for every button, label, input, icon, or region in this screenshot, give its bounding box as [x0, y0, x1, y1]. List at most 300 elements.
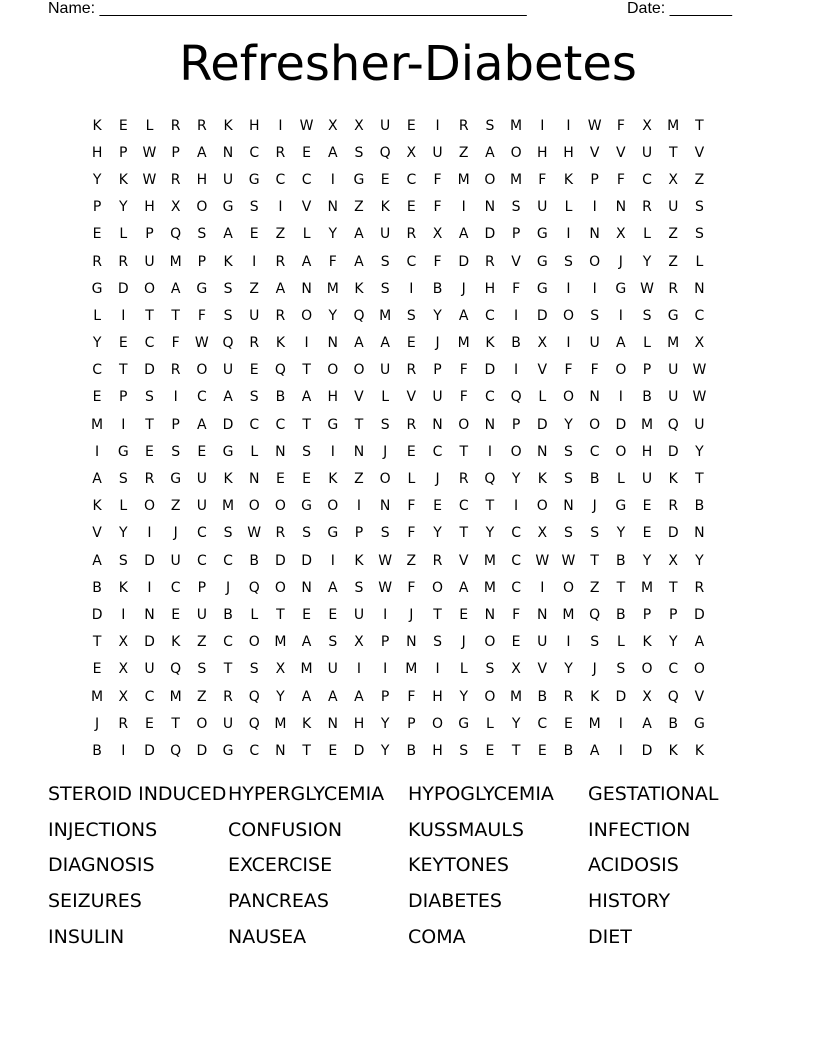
grid-letter: D: [667, 525, 679, 542]
grid-letter: T: [354, 416, 364, 433]
grid-letter: R: [170, 117, 181, 134]
grid-letter: R: [118, 715, 129, 732]
grid-letter: F: [538, 171, 547, 188]
grid-letter: A: [301, 389, 312, 406]
grid-letter: X: [170, 199, 181, 216]
grid-letter: X: [537, 335, 548, 352]
word-bank-item: INSULIN: [48, 926, 125, 949]
grid-letter: C: [196, 552, 207, 569]
grid-letter: O: [484, 634, 496, 651]
grid-letter: P: [171, 416, 180, 433]
grid-letter: S: [118, 552, 128, 569]
grid-letter: E: [118, 335, 128, 352]
grid-letter: O: [484, 171, 496, 188]
grid-letter: M: [640, 416, 654, 433]
grid-letter: D: [484, 362, 496, 379]
grid-letter: S: [380, 416, 390, 433]
grid-letter: U: [170, 552, 181, 569]
grid-letter: G: [222, 199, 234, 216]
grid-letter: I: [540, 579, 545, 596]
grid-letter: N: [537, 443, 548, 460]
grid-letter: D: [536, 416, 548, 433]
grid-letter: N: [589, 389, 600, 406]
grid-letter: Y: [276, 688, 285, 705]
grid-letter: D: [91, 606, 103, 623]
grid-letter: S: [642, 307, 652, 324]
grid-letter: O: [327, 498, 339, 515]
grid-letter: M: [169, 688, 182, 705]
grid-letter: P: [119, 144, 128, 161]
grid-letter: B: [249, 552, 260, 569]
grid-letter: T: [223, 661, 233, 678]
grid-letter: S: [249, 661, 259, 678]
grid-letter: J: [461, 280, 466, 297]
grid-letter: B: [223, 606, 233, 623]
grid-letter: S: [328, 634, 338, 651]
grid-letter: N: [589, 226, 600, 243]
grid-letter: S: [380, 525, 390, 542]
grid-letter: I: [330, 171, 335, 188]
grid-letter: W: [194, 335, 209, 352]
grid-letter: B: [563, 742, 574, 759]
grid-letter: Q: [170, 226, 182, 243]
grid-letter: H: [327, 389, 339, 406]
grid-letter: X: [275, 661, 286, 678]
grid-letter: U: [222, 362, 234, 379]
grid-letter: R: [275, 253, 286, 270]
grid-letter: T: [433, 606, 442, 623]
grid-letter: C: [249, 742, 260, 759]
grid-letter: U: [668, 362, 679, 379]
grid-letter: S: [302, 525, 312, 542]
grid-letter: I: [356, 661, 362, 678]
grid-letter: O: [274, 498, 286, 515]
grid-letter: F: [197, 307, 206, 324]
grid-letter: S: [145, 389, 154, 406]
grid-letter: K: [668, 742, 678, 759]
grid-letter: G: [458, 715, 470, 732]
grid-letter: E: [92, 661, 102, 678]
grid-letter: M: [588, 715, 601, 732]
grid-letter: Y: [459, 688, 468, 705]
word-bank-item: HISTORY: [588, 890, 671, 913]
grid-letter: E: [249, 226, 259, 243]
grid-letter: G: [667, 307, 679, 324]
grid-letter: R: [458, 471, 469, 488]
grid-letter: I: [514, 362, 519, 379]
grid-letter: T: [92, 634, 102, 651]
grid-letter: I: [592, 280, 597, 297]
grid-letter: A: [223, 226, 233, 243]
grid-letter: J: [225, 579, 231, 596]
grid-letter: M: [667, 335, 680, 352]
grid-letter: V: [406, 389, 417, 406]
date-line: Date: _______: [627, 0, 732, 17]
grid-letter: I: [330, 552, 335, 569]
grid-letter: C: [537, 715, 548, 732]
grid-letter: L: [145, 117, 154, 134]
grid-letter: G: [301, 498, 313, 515]
grid-letter: K: [92, 498, 102, 515]
grid-letter: C: [249, 144, 260, 161]
grid-letter: H: [353, 715, 365, 732]
grid-letter: I: [435, 117, 440, 134]
grid-letter: J: [461, 634, 466, 651]
grid-letter: I: [566, 226, 571, 243]
word-bank-item: SEIZURES: [48, 890, 142, 913]
grid-letter: E: [511, 634, 521, 651]
grid-letter: A: [223, 389, 233, 406]
grid-letter: P: [642, 606, 652, 623]
grid-letter: T: [459, 525, 468, 542]
grid-letter: G: [91, 280, 103, 297]
grid-letter: O: [432, 579, 444, 596]
grid-letter: G: [196, 280, 208, 297]
grid-letter: X: [537, 525, 548, 542]
grid-letter: U: [249, 307, 260, 324]
grid-letter: P: [197, 253, 207, 270]
grid-letter: I: [121, 307, 126, 324]
grid-letter: T: [302, 416, 311, 433]
grid-letter: J: [435, 471, 440, 488]
grid-letter: D: [144, 742, 155, 759]
grid-letter: L: [407, 471, 416, 488]
grid-letter: R: [275, 144, 286, 161]
grid-letter: Q: [484, 471, 496, 488]
grid-letter: I: [435, 661, 440, 678]
word-bank-item: HYPERGLYCEMIA: [228, 782, 385, 805]
grid-letter: A: [197, 416, 207, 433]
grid-letter: A: [170, 280, 181, 297]
grid-letter: Y: [564, 416, 573, 433]
grid-letter: P: [354, 525, 364, 542]
grid-letter: T: [459, 443, 468, 460]
grid-letter: W: [692, 362, 707, 379]
grid-letter: Y: [92, 171, 102, 188]
grid-letter: R: [406, 416, 417, 433]
grid-letter: H: [641, 443, 653, 460]
grid-letter: B: [92, 742, 102, 759]
grid-letter: I: [330, 443, 335, 460]
grid-letter: S: [590, 307, 600, 324]
grid-letter: O: [248, 634, 260, 651]
grid-letter: F: [407, 498, 416, 515]
grid-letter: I: [121, 742, 126, 759]
grid-letter: M: [457, 335, 470, 352]
grid-letter: X: [354, 117, 364, 134]
grid-letter: X: [511, 661, 521, 678]
grid-letter: D: [667, 443, 679, 460]
grid-letter: C: [249, 416, 260, 433]
grid-letter: S: [380, 253, 390, 270]
grid-letter: Q: [170, 742, 182, 759]
grid-letter: E: [118, 117, 128, 134]
grid-letter: O: [693, 661, 705, 678]
grid-letter: L: [302, 226, 311, 243]
grid-letter: E: [302, 471, 312, 488]
grid-letter: H: [248, 117, 260, 134]
grid-letter: M: [91, 688, 104, 705]
grid-letter: D: [144, 634, 155, 651]
grid-letter: I: [173, 389, 178, 406]
grid-letter: C: [275, 416, 286, 433]
grid-letter: R: [642, 199, 652, 216]
grid-letter: D: [222, 416, 234, 433]
grid-letter: E: [433, 498, 442, 515]
grid-letter: A: [275, 280, 286, 297]
grid-letter: C: [275, 171, 286, 188]
grid-letter: P: [145, 226, 154, 243]
grid-letter: N: [484, 199, 496, 216]
grid-letter: R: [275, 525, 286, 542]
word-bank-item: EXCERCISE: [228, 854, 333, 877]
grid-letter: D: [196, 742, 208, 759]
grid-letter: O: [274, 579, 286, 596]
grid-letter: A: [327, 579, 338, 596]
grid-letter: G: [327, 416, 339, 433]
grid-letter: A: [301, 634, 312, 651]
grid-letter: J: [592, 498, 597, 515]
grid-letter: Q: [510, 389, 522, 406]
grid-letter: C: [511, 525, 521, 542]
grid-letter: O: [143, 280, 155, 297]
grid-letter: N: [379, 498, 391, 515]
grid-letter: S: [590, 634, 600, 651]
grid-letter: R: [485, 253, 495, 270]
grid-letter: F: [616, 117, 625, 134]
grid-letter: E: [249, 362, 259, 379]
grid-letter: L: [119, 226, 128, 243]
grid-letter: M: [510, 171, 523, 188]
grid-letter: I: [618, 742, 623, 759]
grid-letter: L: [616, 634, 625, 651]
grid-letter: S: [354, 144, 364, 161]
grid-letter: D: [353, 742, 365, 759]
grid-letter: S: [118, 471, 128, 488]
grid-letter: X: [668, 552, 679, 569]
grid-letter: U: [589, 335, 600, 352]
grid-letter: K: [694, 742, 704, 759]
grid-letter: Q: [248, 715, 260, 732]
grid-letter: P: [668, 606, 678, 623]
grid-letter: E: [92, 226, 102, 243]
grid-letter: I: [278, 117, 283, 134]
grid-letter: O: [353, 362, 365, 379]
grid-letter: Z: [275, 226, 286, 243]
grid-letter: I: [514, 307, 519, 324]
grid-letter: S: [302, 443, 312, 460]
grid-letter: W: [299, 117, 314, 134]
grid-letter: W: [142, 144, 157, 161]
grid-letter: L: [643, 335, 651, 352]
grid-letter: D: [117, 280, 129, 297]
grid-letter: G: [222, 443, 234, 460]
grid-letter: A: [327, 144, 338, 161]
word-bank-item: NAUSEA: [228, 926, 307, 949]
word-bank-item: ACIDOSIS: [588, 854, 679, 877]
grid-letter: Y: [642, 552, 652, 569]
word-bank-item: DIABETES: [408, 890, 502, 913]
grid-letter: X: [694, 335, 705, 352]
grid-letter: F: [459, 389, 468, 406]
grid-letter: L: [486, 715, 494, 732]
grid-letter: I: [121, 606, 126, 623]
grid-letter: D: [144, 552, 155, 569]
grid-letter: I: [409, 280, 414, 297]
grid-letter: F: [616, 171, 625, 188]
grid-letter: T: [616, 579, 626, 596]
grid-letter: F: [459, 362, 468, 379]
grid-letter: R: [458, 117, 469, 134]
grid-letter: K: [642, 634, 652, 651]
grid-letter: P: [197, 579, 207, 596]
grid-letter: M: [300, 661, 313, 678]
grid-letter: Y: [668, 634, 678, 651]
grid-letter: E: [406, 335, 416, 352]
grid-letter: L: [538, 389, 547, 406]
grid-letter: B: [616, 606, 626, 623]
grid-letter: N: [275, 443, 286, 460]
grid-letter: P: [92, 199, 102, 216]
grid-letter: P: [171, 144, 180, 161]
grid-letter: L: [119, 498, 128, 515]
grid-letter: Z: [354, 471, 364, 488]
grid-letter: W: [378, 579, 393, 596]
grid-letter: R: [275, 307, 286, 324]
grid-letter: A: [458, 579, 469, 596]
grid-letter: Z: [668, 253, 679, 270]
grid-letter: M: [483, 552, 496, 569]
grid-letter: A: [458, 226, 469, 243]
grid-letter: M: [91, 416, 104, 433]
grid-letter: O: [536, 498, 548, 515]
grid-letter: C: [694, 307, 705, 324]
grid-letter: B: [694, 498, 705, 515]
grid-letter: A: [694, 634, 705, 651]
grid-letter: U: [432, 144, 443, 161]
grid-letter: O: [562, 389, 574, 406]
grid-letter: H: [91, 144, 103, 161]
grid-letter: K: [302, 715, 312, 732]
grid-letter: L: [93, 307, 101, 324]
grid-letter: S: [511, 199, 521, 216]
grid-letter: T: [171, 307, 180, 324]
grid-letter: A: [354, 226, 364, 243]
grid-letter: N: [248, 471, 260, 488]
grid-letter: R: [170, 362, 181, 379]
grid-letter: U: [641, 144, 653, 161]
grid-letter: W: [640, 280, 654, 297]
grid-letter: N: [694, 280, 705, 297]
grid-letter: O: [248, 498, 260, 515]
grid-letter: F: [407, 688, 416, 705]
grid-letter: B: [511, 335, 521, 352]
grid-letter: E: [564, 715, 573, 732]
grid-letter: S: [590, 525, 600, 542]
grid-letter: A: [458, 307, 469, 324]
grid-letter: Q: [667, 688, 679, 705]
grid-letter: T: [668, 579, 678, 596]
grid-letter: N: [144, 606, 155, 623]
grid-letter: E: [171, 606, 181, 623]
grid-letter: O: [510, 144, 522, 161]
grid-letter: Z: [406, 552, 417, 569]
grid-letter: U: [537, 634, 548, 651]
grid-letter: O: [196, 199, 208, 216]
grid-letter: K: [354, 280, 364, 297]
grid-letter: Y: [485, 525, 495, 542]
grid-letter: L: [459, 661, 468, 678]
grid-letter: Y: [380, 742, 390, 759]
grid-letter: J: [618, 253, 623, 270]
grid-letter: A: [327, 688, 338, 705]
grid-letter: Z: [668, 226, 679, 243]
grid-letter: F: [564, 362, 573, 379]
grid-letter: K: [92, 117, 102, 134]
grid-letter: U: [196, 471, 207, 488]
grid-letter: T: [302, 742, 311, 759]
grid-letter: O: [379, 471, 391, 488]
grid-letter: S: [564, 253, 573, 270]
grid-letter: F: [433, 199, 442, 216]
grid-letter: C: [589, 443, 600, 460]
grid-letter: E: [302, 606, 312, 623]
grid-letter: F: [171, 335, 180, 352]
grid-letter: N: [301, 579, 312, 596]
grid-letter: C: [92, 362, 102, 379]
grid-letter: U: [144, 661, 155, 678]
grid-letter: N: [327, 715, 339, 732]
grid-letter: W: [692, 389, 707, 406]
grid-letter: S: [485, 661, 495, 678]
grid-letter: M: [457, 171, 470, 188]
word-bank-item: KUSSMAULS: [408, 818, 524, 841]
grid-letter: Y: [328, 226, 338, 243]
grid-letter: V: [537, 661, 548, 678]
grid-letter: R: [563, 688, 574, 705]
grid-letter: D: [144, 362, 155, 379]
grid-letter: I: [487, 443, 492, 460]
grid-letter: T: [590, 552, 599, 569]
grid-letter: O: [458, 416, 470, 433]
grid-letter: P: [642, 362, 652, 379]
grid-letter: F: [433, 171, 442, 188]
grid-letter: W: [378, 552, 393, 569]
grid-letter: S: [249, 199, 259, 216]
grid-letter: A: [642, 715, 652, 732]
grid-letter: L: [564, 199, 573, 216]
grid-letter: A: [92, 471, 102, 488]
grid-letter: S: [564, 471, 573, 488]
word-bank-item: DIET: [588, 926, 632, 949]
grid-letter: S: [171, 443, 181, 460]
grid-letter: R: [406, 362, 417, 379]
grid-letter: A: [380, 335, 390, 352]
grid-letter: U: [668, 389, 679, 406]
grid-letter: C: [144, 335, 155, 352]
grid-letter: M: [405, 661, 418, 678]
grid-letter: R: [196, 117, 207, 134]
grid-letter: H: [144, 199, 155, 216]
grid-letter: L: [643, 226, 651, 243]
grid-letter: D: [484, 226, 496, 243]
grid-letter: V: [694, 688, 705, 705]
grid-letter: O: [615, 443, 627, 460]
grid-letter: E: [406, 199, 416, 216]
word-search-grid: [84, 112, 713, 765]
grid-letter: E: [145, 715, 154, 732]
page-title: Refresher-Diabetes: [179, 36, 637, 92]
